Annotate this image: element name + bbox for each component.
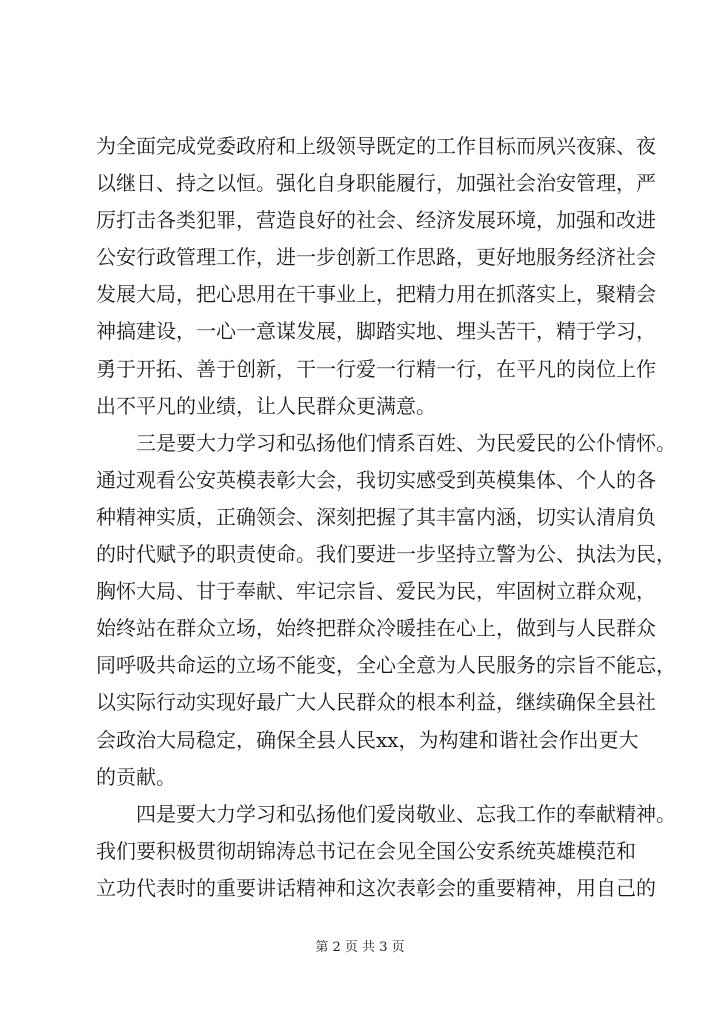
paragraph-start-line: 四是要大力学习和弘扬他们爱岗敬业、忘我工作的奉献精神。 xyxy=(136,801,676,826)
text-line: 我们要积极贯彻胡锦涛总书记在会见全国公安系统英雄模范和 xyxy=(96,838,636,863)
text-line: 种精神实质，正确领会、深刻把握了其丰富内涵，切实认清肩负 xyxy=(96,504,656,529)
text-line: 勇于开拓、善于创新，干一行爱一行精一行，在平凡的岗位上作 xyxy=(96,356,656,381)
text-line: 同呼吸共命运的立场不能变，全心全意为人民服务的宗旨不能忘， xyxy=(96,653,676,678)
text-line: 为全面完成党委政府和上级领导既定的工作目标而夙兴夜寐、夜 xyxy=(96,134,656,158)
text-line: 通过观看公安英模表彰大会，我切实感受到英模集体、个人的各 xyxy=(96,467,656,492)
text-line: 会政治大局稳定，确保全县人民xx，为构建和谐社会作出更大 xyxy=(96,727,639,752)
body-text xyxy=(96,128,676,907)
text-line: 的时代赋予的职责使命。我们要进一步坚持立警为公、执法为民， xyxy=(96,542,676,567)
text-line: 厉打击各类犯罪，营造良好的社会、经济发展环境，加强和改进 xyxy=(96,208,656,233)
text-line: 立功代表时的重要讲话精神和这次表彰会的重要精神，用自己的 xyxy=(96,875,656,900)
text-line: 公安行政管理工作，进一步创新工作思路，更好地服务经济社会 xyxy=(96,245,656,270)
text-line: 胸怀大局、甘于奉献、牢记宗旨、爱民为民，牢固树立群众观， xyxy=(96,579,656,604)
text-line: 出不平凡的业绩，让人民群众更满意。 xyxy=(96,393,436,418)
text-line: 的贡献。 xyxy=(96,764,176,789)
page-number-footer: 第 2 页 共 3 页 xyxy=(315,940,405,955)
text-line: 以实际行动实现好最广大人民群众的根本利益，继续确保全县社 xyxy=(96,690,656,715)
text-line: 发展大局，把心思用在干事业上，把精力用在抓落实上，聚精会 xyxy=(96,282,656,307)
text-line: 以继日、持之以恒。强化自身职能履行，加强社会治安管理，严 xyxy=(96,171,656,196)
paragraph-start-line: 三是要大力学习和弘扬他们情系百姓、为民爱民的公仆情怀。 xyxy=(136,430,676,455)
text-line: 神搞建设，一心一意谋发展，脚踏实地、埋头苦干，精于学习， xyxy=(96,319,656,344)
text-line: 始终站在群众立场，始终把群众冷暖挂在心上，做到与人民群众 xyxy=(96,616,656,641)
